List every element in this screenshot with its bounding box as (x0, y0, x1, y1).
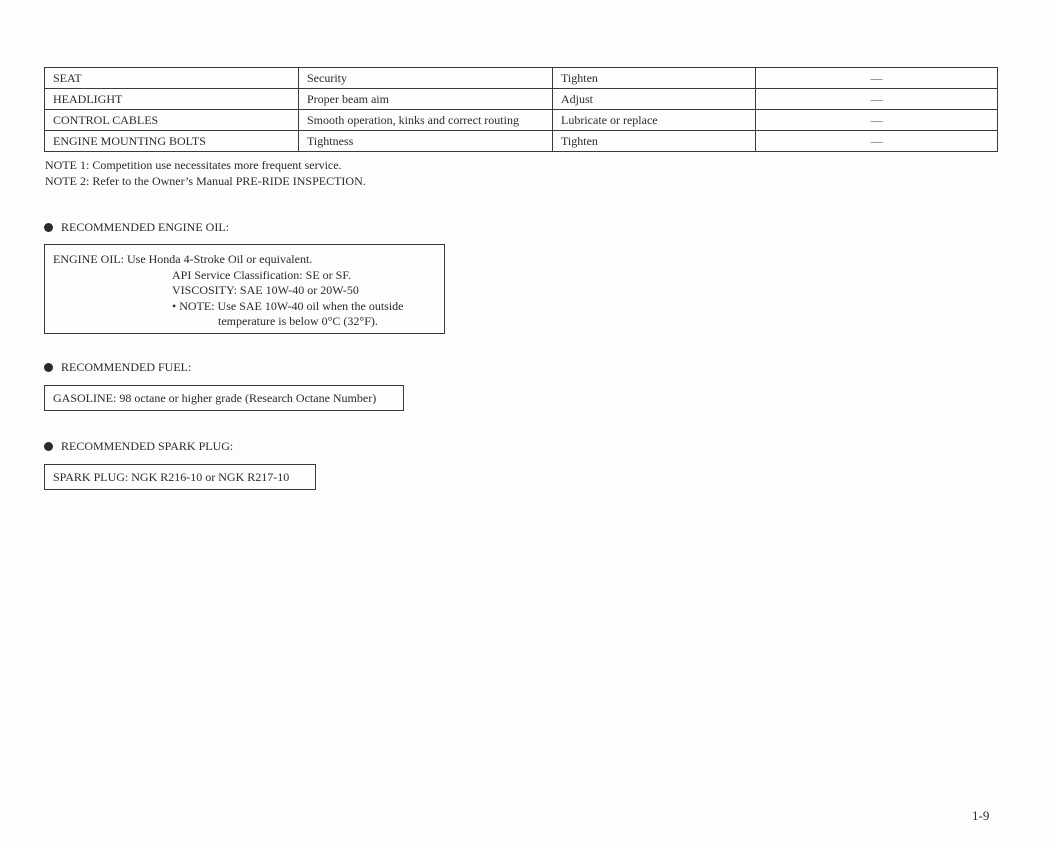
note-2: NOTE 2: Refer to the Owner’s Manual PRE-RIDE INSPECTION. (45, 174, 366, 188)
spark-plug-heading-text: RECOMMENDED SPARK PLUG: (61, 439, 234, 453)
spark-plug-heading (44, 438, 233, 454)
action-cell: Tighten (553, 131, 756, 152)
bullet-icon (44, 442, 53, 451)
action-cell: Lubricate or replace (553, 110, 756, 131)
check-cell: Smooth operation, kinks and correct routing (299, 110, 553, 131)
interval-cell: — (756, 131, 998, 152)
interval-cell: — (756, 68, 998, 89)
bullet-icon (44, 223, 53, 232)
item-cell: HEADLIGHT (45, 89, 299, 110)
engine-oil-heading-text: RECOMMENDED ENGINE OIL: (61, 220, 229, 234)
action-cell: Tighten (553, 68, 756, 89)
fuel-box: GASOLINE: 98 octane or higher grade (Research Octane Number) (44, 385, 404, 411)
action-cell: Adjust (553, 89, 756, 110)
bullet-icon (44, 363, 53, 372)
fuel-heading-text: RECOMMENDED FUEL: (61, 360, 192, 374)
check-cell: Security (299, 68, 553, 89)
check-cell: Proper beam aim (299, 89, 553, 110)
table-row (45, 89, 998, 110)
oil-note-continuation: temperature is below 0°C (32°F). (218, 314, 378, 328)
table-row (45, 68, 998, 89)
fuel-heading (44, 359, 191, 375)
page-number: 1-9 (972, 808, 990, 823)
oil-note-line: • NOTE: Use SAE 10W-40 oil when the outside (172, 298, 404, 313)
table-notes (45, 157, 366, 189)
engine-oil-heading (44, 219, 229, 235)
api-classification-line: API Service Classification: SE or SF. (172, 267, 352, 282)
interval-cell: — (756, 110, 998, 131)
item-cell: CONTROL CABLES (45, 110, 299, 131)
check-cell: Tightness (299, 131, 553, 152)
item-cell: ENGINE MOUNTING BOLTS (45, 131, 299, 152)
table-row (45, 110, 998, 131)
item-cell: SEAT (45, 68, 299, 89)
maintenance-table (44, 67, 998, 152)
table-row (45, 131, 998, 152)
note-1: NOTE 1: Competition use necessitates more frequent service. (45, 158, 342, 172)
viscosity-line: VISCOSITY: SAE 10W-40 or 20W-50 (172, 283, 359, 297)
engine-oil-box (44, 244, 445, 334)
interval-cell: — (756, 89, 998, 110)
spark-plug-box: SPARK PLUG: NGK R216-10 or NGK R217-10 (44, 464, 316, 490)
engine-oil-line: ENGINE OIL: Use Honda 4-Stroke Oil or equivalent. (53, 252, 313, 266)
